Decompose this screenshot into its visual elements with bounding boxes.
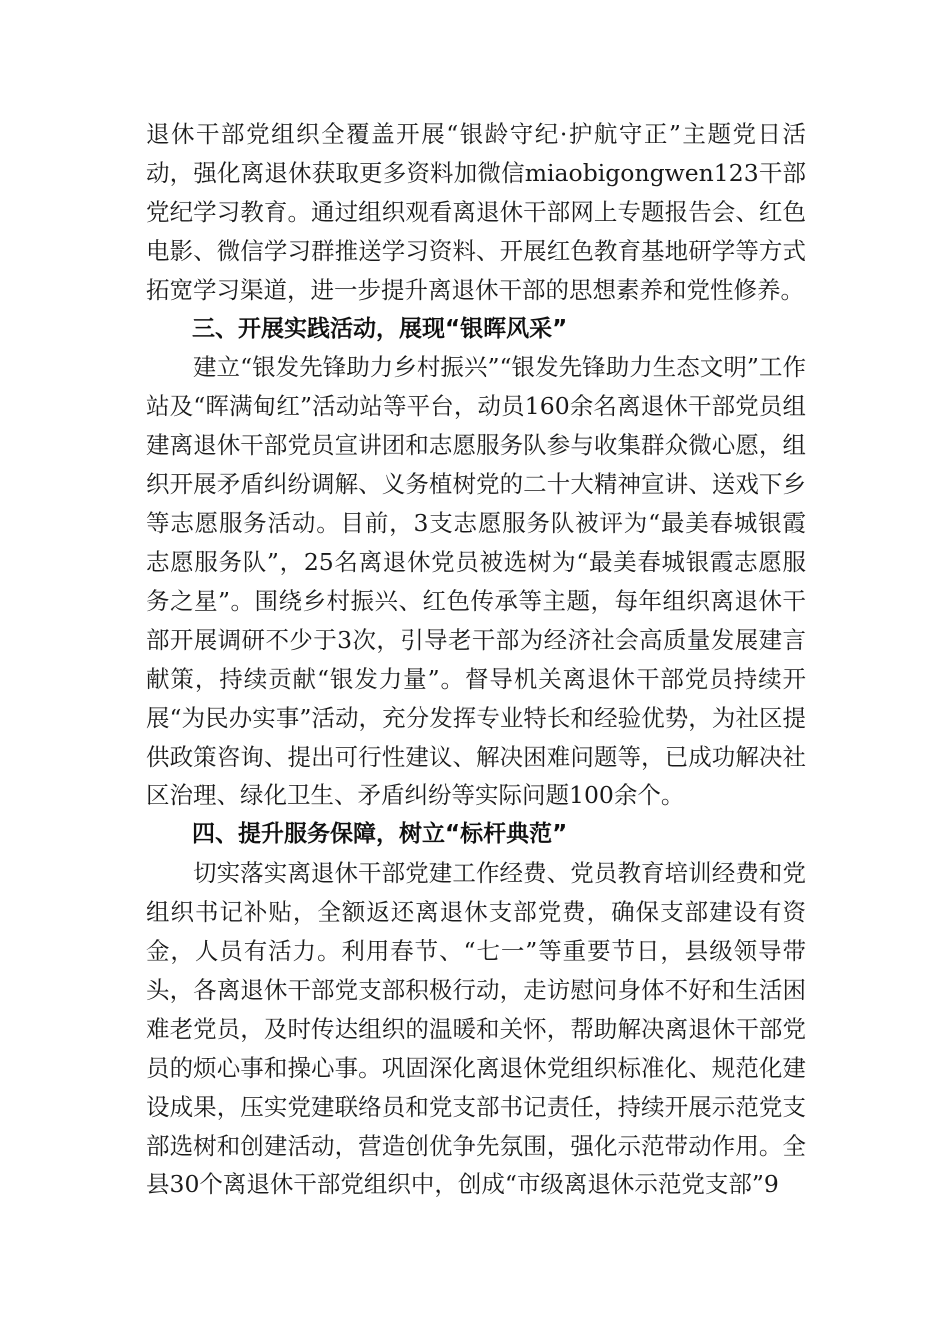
document-page <box>146 115 806 1204</box>
paragraph-continued: 退休干部党组织全覆盖开展“银龄守纪·护航守正”主题党日活动，强化离退休获取更多资料加微信miaobigongwen123干部党纪学习教育。通过组织观看离退休干部网上专题报告会、红色电影、微信学习群推送学习资料、开展红色教育基地研学等方式拓宽学习渠道，进一步提升离退休干部的思想素养和党性修养。 <box>146 120 806 304</box>
section-3-body: 建立“银发先锋助力乡村振兴”“银发先锋助力生态文明”工作站及“晖满甸红”活动站等平台，动员160余名离退休干部党员组建离退休干部党员宣讲团和志愿服务队参与收集群众微心愿，组织开展矛盾纠纷调解、义务植树党的二十大精神宣讲、送戏下乡等志愿服务活动。目前，3支志愿服务队被评为“最美春城银霞志愿服务队”，25名离退休党员被选树为“最美春城银霞志愿服务之星”。围绕乡村振兴、红色传承等主题，每年组织离退休干部开展调研不少于3次，引导老干部为经济社会高质量发展建言献策，持续贡献“银发力量”。督导机关离退休干部党员持续开展“为民办实事”活动，充分发挥专业特长和经验优势，为社区提供政策咨询、提出可行性建议、解决困难问题等，已成功解决社区治理、绿化卫生、矛盾纠纷等实际问题100余个。 <box>146 353 806 810</box>
section-3-heading: 三、开展实践活动，展现“银晖风采” <box>192 315 568 342</box>
section-4-heading: 四、提升服务保障，树立“标杆典范” <box>192 821 568 848</box>
section-4-body: 切实落实离退休干部党建工作经费、党员教育培训经费和党组织书记补贴，全额返还离退休支部党费，确保支部建设有资金，人员有活力。利用春节、“七一”等重要节日，县级领导带头，各离退休干部党支部积极行动，走访慰问身体不好和生活困难老党员，及时传达组织的温暖和关怀，帮助解决离退休干部党员的烦心事和操心事。巩固深化离退休党组织标准化、规范化建设成果，压实党建联络员和党支部书记责任，持续开展示范党支部选树和创建活动，营造创优争先氛围，强化示范带动作用。全县30个离退休干部党组织中，创成“市级离退休示范党支部”9 <box>146 859 806 1199</box>
